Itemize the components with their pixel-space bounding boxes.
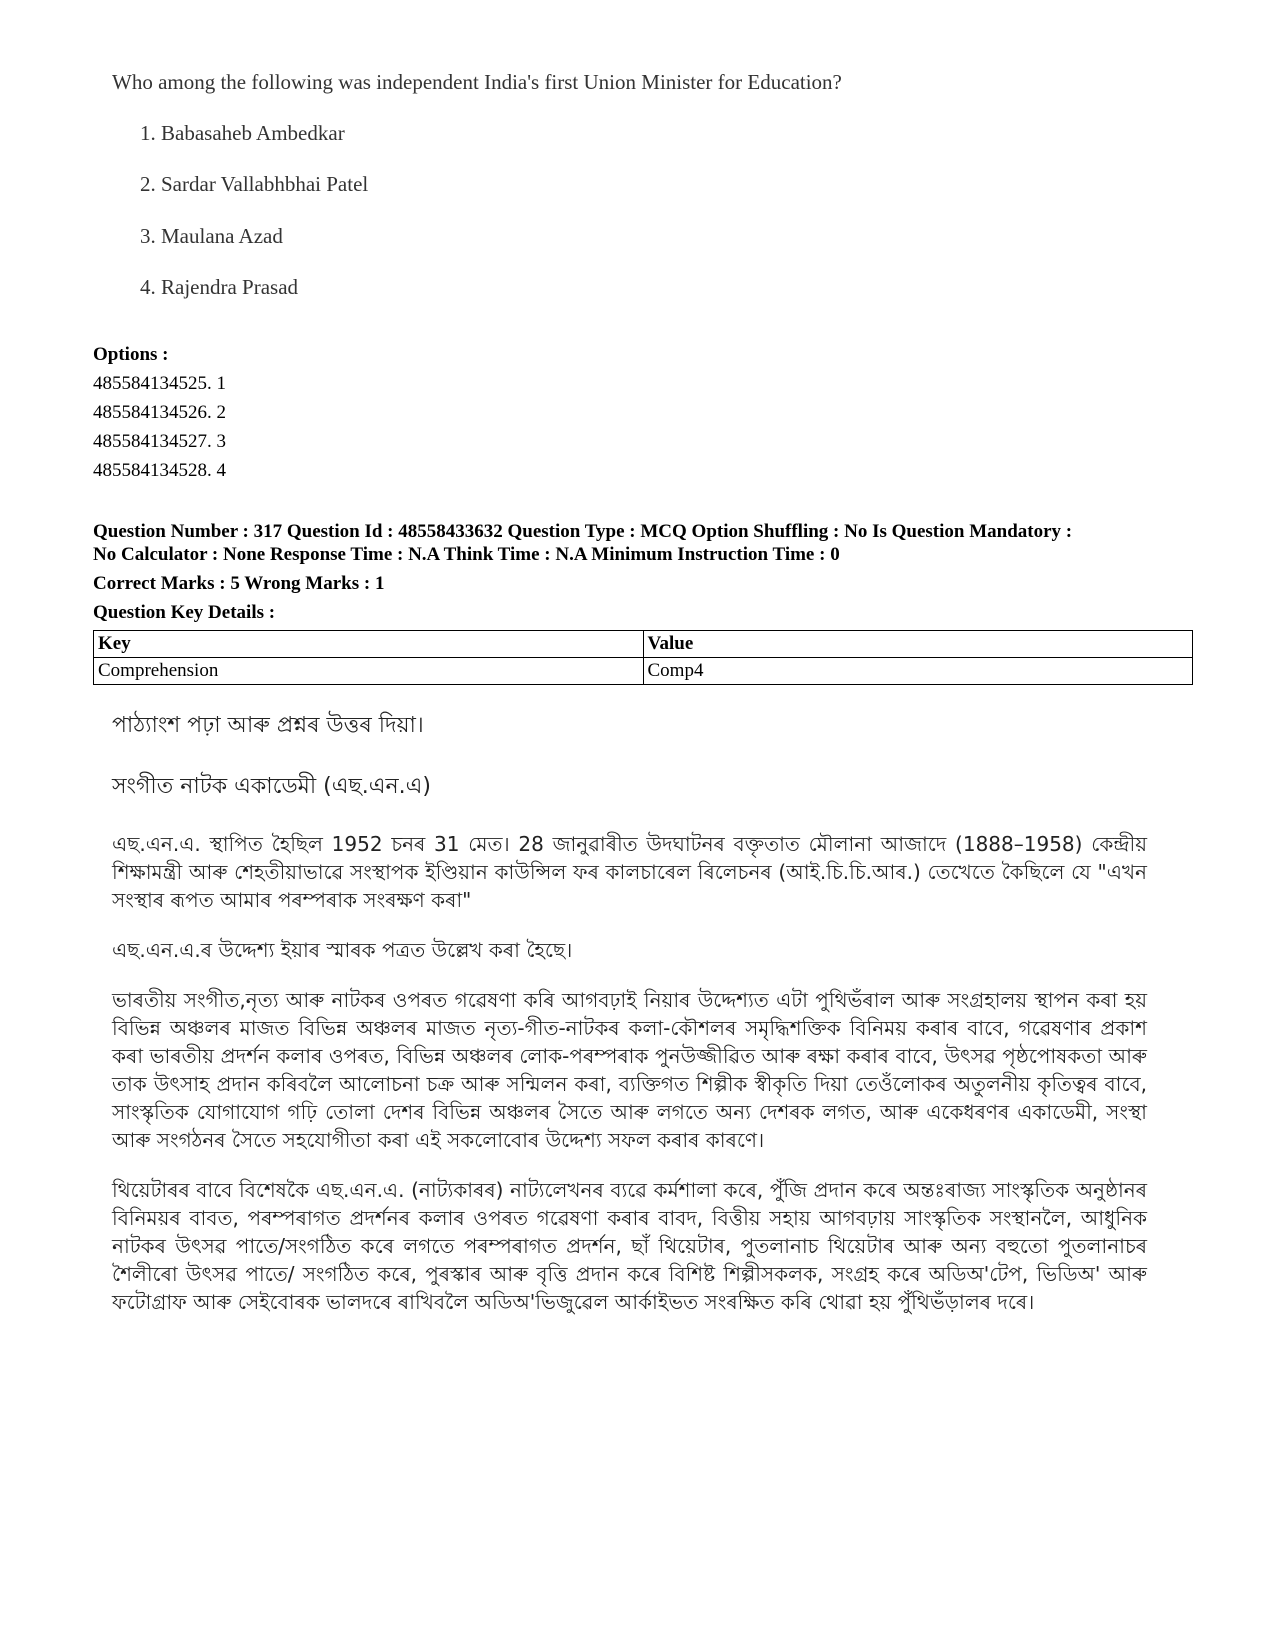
option-item: 485584134528. 4: [93, 460, 226, 481]
passage-paragraph: এছ.এন.এ. স্থাপিত হৈছিল 1952 চনৰ 31 মেত। 28 জানুৱাৰীত উদঘাটনৰ বক্তৃতাত মৌলানা আজাদে (1888–1958) কেন্দ্ৰীয় শিক্ষামন্ত্ৰী আৰু শেহতীয়াভাৱে সংস্থাপক ইণ্ডিয়ান কাউন্সিল ফৰ কালচাৰেল ৰিলেচনৰ (আই.চি.চি.আৰ.) তেখেতে কৈছিলে যে "এখন সংস্থাৰ ৰূপত আমাৰ পৰম্পৰাক সংৰক্ষণ কৰা": [112, 832, 1147, 912]
table-row: [94, 658, 1193, 685]
key-details-title: Question Key Details :: [93, 602, 276, 623]
question-choice-4: 4. Rajendra Prasad: [140, 274, 299, 299]
passage-paragraph: এছ.এন.এ.ৰ উদ্দেশ্য ইয়াৰ স্মাৰক পত্ৰত উল্লেখ কৰা হৈছে।: [112, 938, 573, 962]
options-title: Options :: [93, 344, 169, 365]
passage-paragraph: ভাৰতীয় সংগীত,নৃত্য আৰু নাটকৰ ওপৰত গৱেষণা কৰি আগবঢ়াই নিয়াৰ উদ্দেশ্যত এটা পুথিভঁৰাল আৰু সংগ্ৰহালয় স্থাপন কৰা হয় বিভিন্ন অঞ্চলৰ মাজত বিভিন্ন অঞ্চলৰ মাজত নৃত্য-গীত-নাটকৰ কলা-কৌশলৰ সমৃদ্ধিশক্তিক বিনিময় কৰাৰ বাবে, গৱেষণাৰ প্ৰকাশ কৰা ভাৰতীয় প্ৰদৰ্শন কলাৰ ওপৰত, বিভিন্ন অঞ্চলৰ লোক-পৰম্পৰাক পুনউজ্জীৱিত আৰু ৰক্ষা কৰাৰ বাবে, উৎসৱ পৃষ্ঠপোষকতা আৰু তাক উৎসাহ প্ৰদান কৰিবলৈ আলোচনা চক্ৰ আৰু সন্মিলন কৰা, ব্যক্তিগত শিল্পীক স্বীকৃতি দিয়া তেওঁলোকৰ অতুলনীয় কৃতিত্বৰ বাবে, সাংস্কৃতিক যোগাযোগ গঢ়ি তোলা দেশৰ বিভিন্ন অঞ্চলৰ সৈতে আৰু লগতে অন্য দেশৰক লগত, আৰু একেধৰণৰ একাডেমী, সংস্থা আৰু সংগঠনৰ সৈতে সহযোগীতা কৰা এই সকলোবোৰ উদ্দেশ্য সফল কৰাৰ কাৰণে।: [112, 988, 1147, 1152]
question-meta-line-1: Question Number : 317 Question Id : 48558433632 Question Type : MCQ Option Shuffling : No Is Question Mandatory :: [93, 521, 1073, 542]
option-item: 485584134527. 3: [93, 431, 226, 452]
table-header-key: Key: [94, 631, 644, 658]
question-metadata: [93, 520, 1193, 624]
options-list: [93, 340, 226, 485]
table-header-value: Value: [643, 631, 1193, 658]
question-stem: Who among the following was independent India's first Union Minister for Education?: [112, 70, 842, 94]
passage-paragraph: থিয়েটাৰৰ বাবে বিশেষকৈ এছ.এন.এ. (নাট্যকাৰৰ) নাট্যলেখনৰ ব্যৱে কৰ্মশালা কৰে, পুঁজি প্ৰদান কৰে অন্তঃৰাজ্য সাংস্কৃতিক অনুষ্ঠানৰ বিনিময়ৰ বাবত, পৰম্পৰাগত প্ৰদৰ্শনৰ কলাৰ ওপৰত গৱেষণা কৰাৰ বাবদ, বিত্তীয় সহায় আগবঢ়ায় সাংস্কৃতিক সংস্থানলৈ, আধুনিক নাটকৰ উৎসৱ পাতে/সংগঠিত কৰে লগতে পৰম্পৰাগত প্ৰদৰ্শন, ছাঁ থিয়েটাৰ, পুতলানাচ থিয়েটাৰ আৰু অন্য বহুতো পুতলানাচৰ শৈলীৰো উৎসৱ পাতে/ সংগঠিত কৰে, পুৰস্কাৰ আৰু বৃত্তি প্ৰদান কৰে বিশিষ্ট শিল্পীসকলক, সংগ্ৰহ কৰে অডিঅ'টেপ, ভিডিঅ' আৰু ফটোগ্ৰাফ আৰু সেইবোৰক ভালদৰে ৰাখিবলৈ অডিঅ'ভিজুৱেল আৰ্কাইভত সংৰক্ষিত কৰি থোৱা হয় পুঁথিভঁড়ালৰ দৰে।: [112, 1178, 1147, 1314]
question-choice-2: 2. Sardar Vallabhbhai Patel: [140, 172, 369, 197]
comprehension-passage: [112, 708, 1147, 1338]
question-image: [112, 70, 1012, 326]
option-item: 485584134525. 1: [93, 373, 226, 394]
table-header-row: [94, 631, 1193, 658]
question-choice-1: 1. Babasaheb Ambedkar: [140, 121, 345, 146]
marks-line: Correct Marks : 5 Wrong Marks : 1: [93, 573, 385, 594]
key-details-table: [93, 630, 1193, 685]
passage-title: সংগীত নাটক একাডেমী (এছ.এন.এ): [112, 774, 431, 799]
table-cell-value: Comp4: [643, 658, 1193, 685]
table-cell-key: Comprehension: [94, 658, 644, 685]
option-item: 485584134526. 2: [93, 402, 226, 423]
passage-instruction: পাঠ্যাংশ পঢ়া আৰু প্ৰশ্নৰ উত্তৰ দিয়া।: [112, 713, 424, 738]
question-choice-3: 3. Maulana Azad: [140, 223, 283, 248]
question-meta-line-2: No Calculator : None Response Time : N.A Think Time : N.A Minimum Instruction Time : 0: [93, 544, 840, 565]
